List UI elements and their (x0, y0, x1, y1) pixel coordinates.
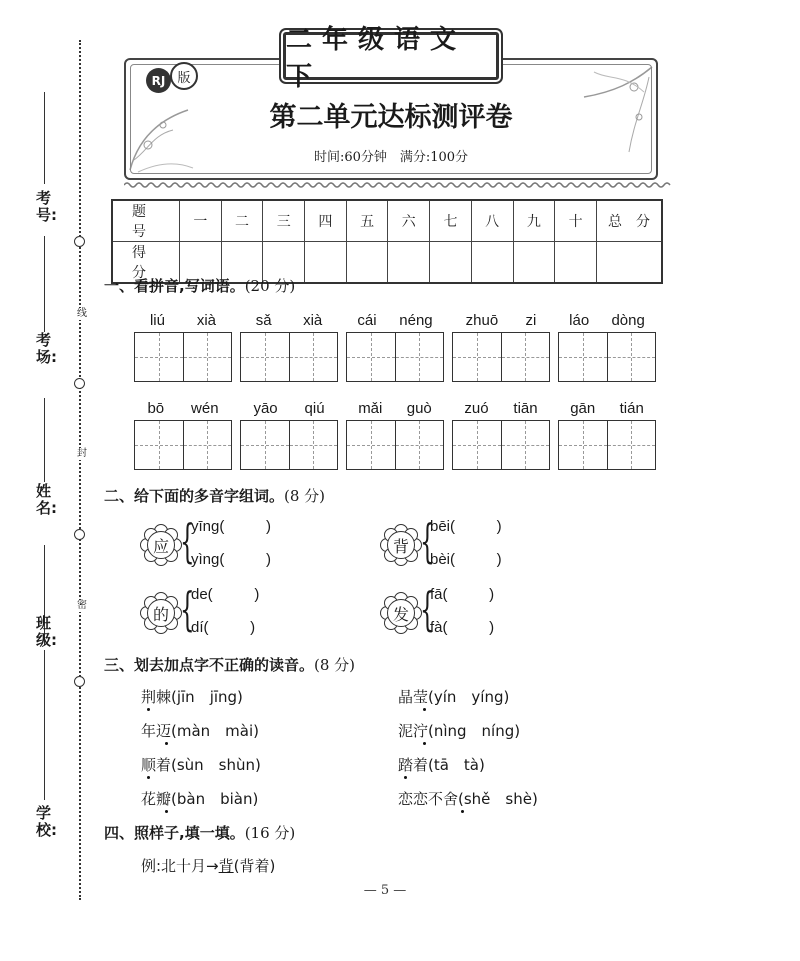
score-cell[interactable] (513, 242, 555, 284)
reading-item[interactable]: 荆棘(jīn jīng) (141, 688, 243, 706)
polyphone-blank[interactable]: bèi( ) (430, 551, 502, 568)
school-line[interactable] (44, 650, 45, 800)
binding-circle (74, 529, 85, 540)
name-label: 姓名: (36, 482, 57, 517)
seal-char-feng: 封 (77, 448, 87, 459)
section-2-points: (8 分) (284, 487, 326, 505)
tianzige-boxes[interactable] (452, 420, 550, 470)
tianzige-boxes[interactable] (134, 332, 232, 382)
section-4-title: 四、照样子,填一填。 (104, 824, 245, 842)
exam-room-line[interactable] (44, 236, 45, 332)
reading-item[interactable]: 恋恋不舍(shě shè) (398, 790, 538, 808)
flower-char-badge (140, 592, 180, 632)
binding-circle (74, 676, 85, 687)
polyphone-blank[interactable]: yīng( ) (191, 518, 272, 535)
wave-divider (124, 181, 674, 189)
emphasis-dot (423, 708, 426, 711)
table-col-header-total: 总 分 (597, 200, 663, 242)
pinyin-syllable: qiú (304, 400, 325, 417)
section-3-points: (8 分) (314, 656, 356, 674)
emphasis-dot (147, 708, 150, 711)
flower-char-badge (380, 524, 420, 564)
seal-char-mi: 密 (77, 600, 87, 611)
score-cell[interactable] (471, 242, 513, 284)
pinyin-syllable: xià (303, 312, 323, 329)
polyphone-char: 应 (147, 531, 175, 559)
tianzige-boxes[interactable] (240, 420, 338, 470)
score-cell[interactable] (555, 242, 597, 284)
table-col-header: 四 (305, 200, 347, 242)
polyphone-blank[interactable]: yìng( ) (191, 551, 272, 568)
table-col-header: 十 (555, 200, 597, 242)
polyphone-char: 背 (387, 531, 415, 559)
brace-icon: { (420, 514, 435, 568)
table-col-header: 五 (346, 200, 388, 242)
pinyin-syllable: liú (149, 312, 165, 329)
polyphone-blank[interactable]: fā( ) (430, 586, 495, 603)
binding-circle (74, 236, 85, 247)
name-line[interactable] (44, 398, 45, 482)
exam-room-label: 考场: (36, 331, 57, 366)
reading-item[interactable]: 踏着(tā tà) (398, 756, 485, 774)
score-cell[interactable] (346, 242, 388, 284)
section-1-heading (104, 275, 295, 296)
polyphone-blank[interactable]: de( ) (191, 586, 260, 603)
example-answer: 背 (218, 857, 234, 875)
emphasis-dot (423, 742, 426, 745)
tianzige-boxes[interactable] (240, 332, 338, 382)
pinyin-syllable: néng (399, 312, 433, 329)
tianzige-boxes[interactable] (558, 420, 656, 470)
pinyin-syllable: yāo (253, 400, 278, 417)
class-label: 班级: (36, 614, 57, 649)
section-2-heading (104, 485, 325, 506)
reading-item[interactable]: 花瓣(bàn biàn) (141, 790, 259, 808)
table-col-header: 三 (263, 200, 305, 242)
emphasis-dot (165, 810, 168, 813)
pinyin-syllable: sǎ (255, 312, 272, 329)
tianzige-boxes[interactable] (134, 420, 232, 470)
pinyin-syllable: cái (357, 312, 377, 329)
emphasis-dot (404, 776, 407, 779)
seal-char-xian: 线 (77, 308, 87, 319)
page-title: 第二单元达标测评卷 (269, 102, 513, 133)
table-col-header: 一 (180, 200, 222, 242)
pinyin-syllable: gān (570, 400, 596, 417)
section-3-heading (104, 654, 355, 675)
emphasis-dot (147, 776, 150, 779)
brace-icon: { (180, 582, 195, 636)
flower-char-badge (140, 524, 180, 564)
exam-number-line[interactable] (44, 92, 45, 184)
tianzige-boxes[interactable] (452, 332, 550, 382)
section-1-title: 一、看拼音,写词语。 (104, 277, 245, 295)
pinyin-syllable: xià (196, 312, 217, 329)
grade-banner: 二年级语文下 (283, 32, 499, 80)
polyphone-blank[interactable]: fà( ) (430, 619, 495, 636)
tianzige-boxes[interactable] (346, 332, 444, 382)
brace-icon: { (420, 582, 435, 636)
page-number: — 5 — (363, 883, 407, 898)
polyphone-blank[interactable]: dí( ) (191, 619, 256, 636)
section-2-title: 二、给下面的多音字组词。 (104, 487, 285, 505)
pinyin-syllable: zuó (464, 400, 489, 417)
table-col-header: 九 (513, 200, 555, 242)
pinyin-syllable: wén (191, 400, 219, 417)
exam-meta: 时间:60分钟 满分:100分 (313, 150, 469, 165)
pinyin-syllable: tián (619, 400, 644, 417)
brace-icon: { (180, 514, 195, 568)
example-line (141, 855, 275, 876)
polyphone-blank[interactable]: bēi( ) (430, 518, 502, 535)
example-prefix: 例:北十月→ (141, 857, 219, 875)
section-3-title: 三、划去加点字不正确的读音。 (104, 656, 315, 674)
table-col-header: 六 (388, 200, 430, 242)
tianzige-boxes[interactable] (346, 420, 444, 470)
emphasis-dot (461, 810, 464, 813)
pinyin-syllable: tiān (513, 400, 538, 417)
example-suffix: (背着) (233, 857, 276, 875)
score-cell[interactable] (305, 242, 347, 284)
edition-logo: RJ (146, 68, 171, 93)
exam-number-label: 考号: (36, 189, 57, 224)
score-cell-total[interactable] (597, 242, 663, 284)
pinyin-syllable: zhuō (465, 312, 499, 329)
table-row-label: 题 号 (112, 200, 180, 242)
score-table-header-row (112, 200, 662, 242)
polyphone-char: 发 (387, 599, 415, 627)
reading-item[interactable]: 泥泞(nìng níng) (398, 722, 521, 740)
score-table (111, 199, 663, 284)
reading-item[interactable]: 晶莹(yín yíng) (398, 688, 510, 706)
pinyin-syllable: mǎi (358, 400, 383, 417)
pinyin-syllable: guò (406, 400, 432, 417)
table-col-header: 八 (471, 200, 513, 242)
table-col-header: 二 (221, 200, 263, 242)
reading-item[interactable]: 年迈(màn mài) (141, 722, 259, 740)
section-4-points: (16 分) (244, 824, 296, 842)
reading-item[interactable]: 顺着(sùn shùn) (141, 756, 261, 774)
pinyin-syllable: láo (569, 312, 590, 329)
binding-circle (74, 378, 85, 389)
pinyin-syllable: dòng (611, 312, 645, 329)
pinyin-syllable: bō (147, 400, 165, 417)
score-cell[interactable] (388, 242, 430, 284)
polyphone-char: 的 (147, 599, 175, 627)
school-label: 学校: (36, 804, 57, 839)
pinyin-syllable: zi (525, 312, 537, 329)
emphasis-dot (165, 742, 168, 745)
table-row-label: 得 分 (112, 242, 180, 284)
section-1-points: (20 分) (244, 277, 296, 295)
binding-dotted-line (79, 40, 81, 900)
table-col-header: 七 (430, 200, 472, 242)
edition-label: 版 (170, 62, 198, 90)
section-4-heading (104, 822, 295, 843)
tianzige-boxes[interactable] (558, 332, 656, 382)
score-cell[interactable] (430, 242, 472, 284)
flower-char-badge (380, 592, 420, 632)
